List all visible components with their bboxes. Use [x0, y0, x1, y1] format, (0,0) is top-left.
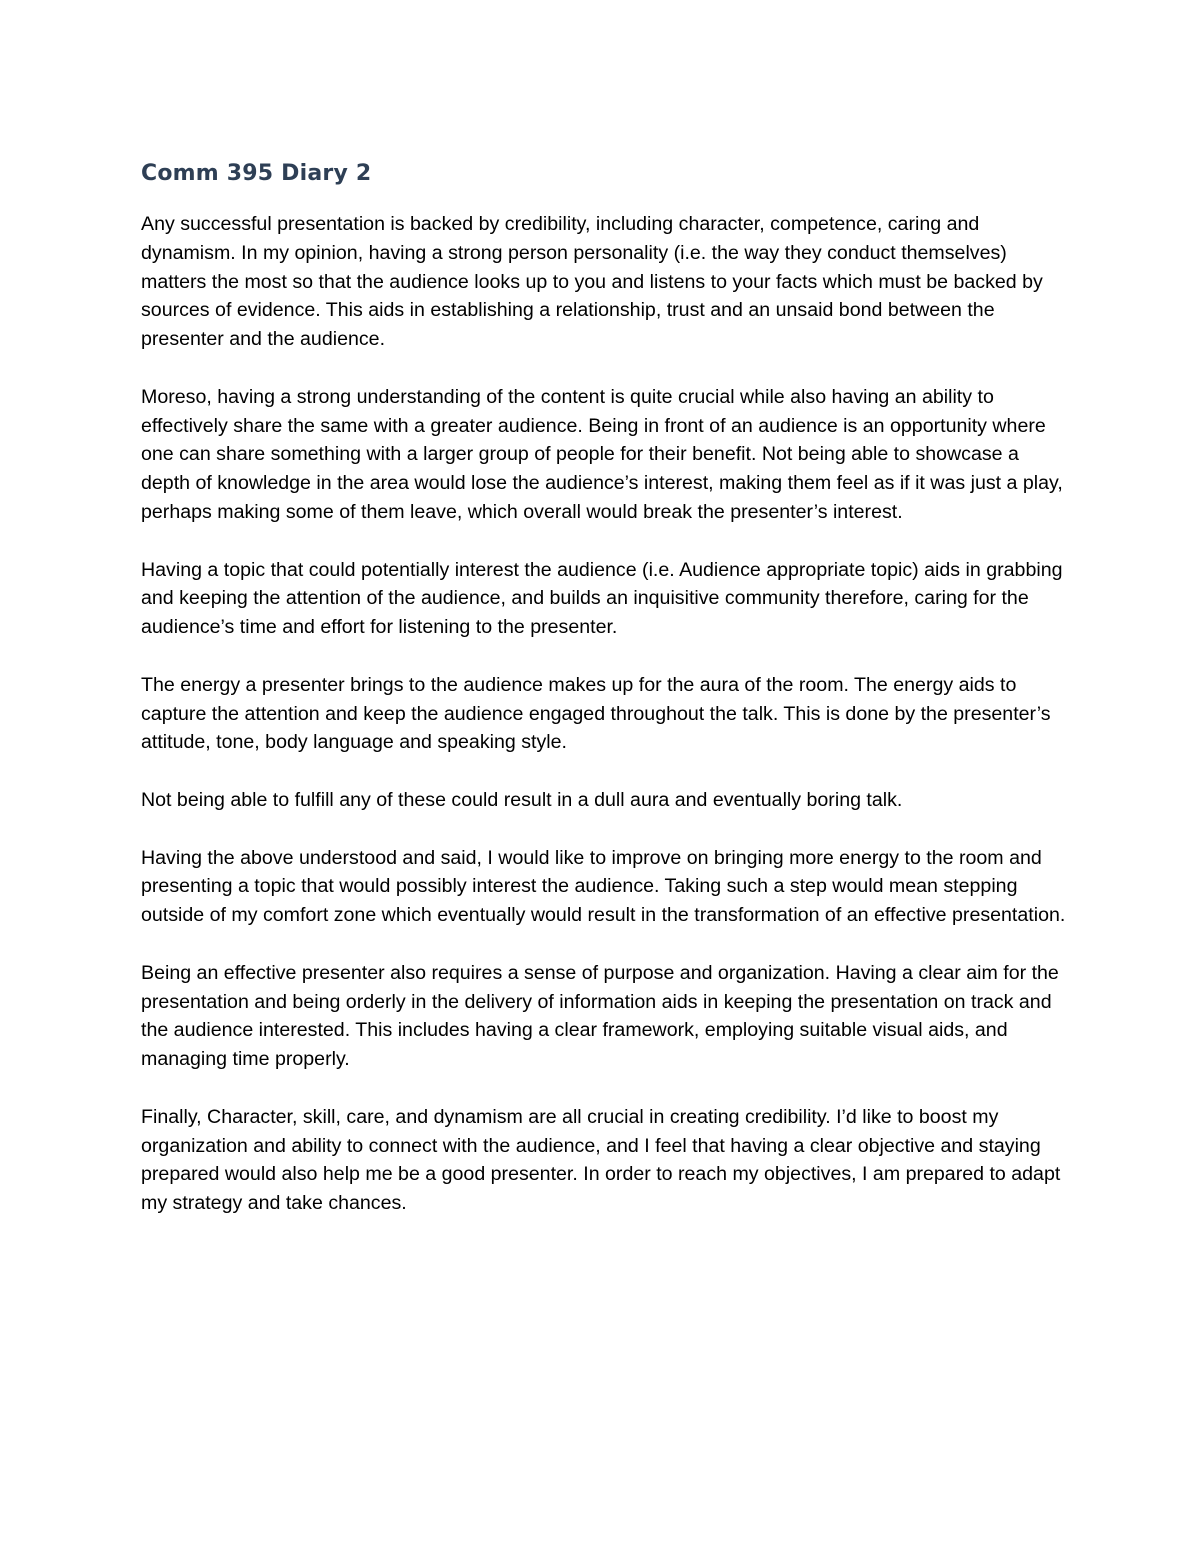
paragraph-competence: Moreso, having a strong understanding of the content is quite crucial while also having an ability to effectively share the same with a greater audience. Being in front of an audience is an opportunity where one can share something with a larger group of people for their benefit. Not being able to showcase a depth of knowledge in the area would lose the audience’s interest, making them feel as if it was just a play, perhaps making some of them leave, which overall would break the presenter’s interest.	[141, 385, 1063, 523]
paragraph-credibility: Any successful presentation is backed by credibility, including character, competence, caring and dynamism. In my opinion, having a strong person personality (i.e. the way they conduct themselves) matters the most so that the audience looks up to you and listens to your facts which must be backed by sources of evidence. This aids in establishing a relationship, trust and an unsaid bond between the presenter and the audience.	[141, 213, 1043, 351]
paragraph-dynamism: The energy a presenter brings to the audience makes up for the aura of the room. The energy aids to capture the attention and keep the audience engaged throughout the talk. This is done by the presenter’s attitude, tone, body language and speaking style.	[141, 673, 1051, 754]
document-body	[141, 156, 1071, 1247]
paragraph-conclusion: Finally, Character, skill, care, and dynamism are all crucial in creating credibility. I’d like to boost my organization and ability to connect with the audience, and I feel that having a clear objective and staying prepared would also help me be a good presenter. In order to reach my objectives, I am prepared to adapt my strategy and take chances.	[141, 1105, 1061, 1215]
paragraph-improvement: Having the above understood and said, I would like to improve on bringing more energy to the room and presenting a topic that would possibly interest the audience. Taking such a step would mean stepping outside of my comfort zone which eventually would result in the transformation of an effective presentation.	[141, 846, 1066, 927]
paragraph-consequence: Not being able to fulfill any of these could result in a dull aura and eventually boring talk.	[141, 788, 903, 811]
paragraph-organization: Being an effective presenter also requires a sense of purpose and organization. Having a clear aim for the presentation and being orderly in the delivery of information aids in keeping the presentation on track and the audience interested. This includes having a clear framework, employing suitable visual aids, and managing time properly.	[141, 961, 1059, 1071]
document-title: Comm 395 Diary 2	[141, 161, 372, 186]
paragraph-caring: Having a topic that could potentially interest the audience (i.e. Audience appropriate topic) aids in grabbing and keeping the attention of the audience, and builds an inquisitive community therefore, caring for the audience’s time and effort for listening to the presenter.	[141, 558, 1063, 639]
